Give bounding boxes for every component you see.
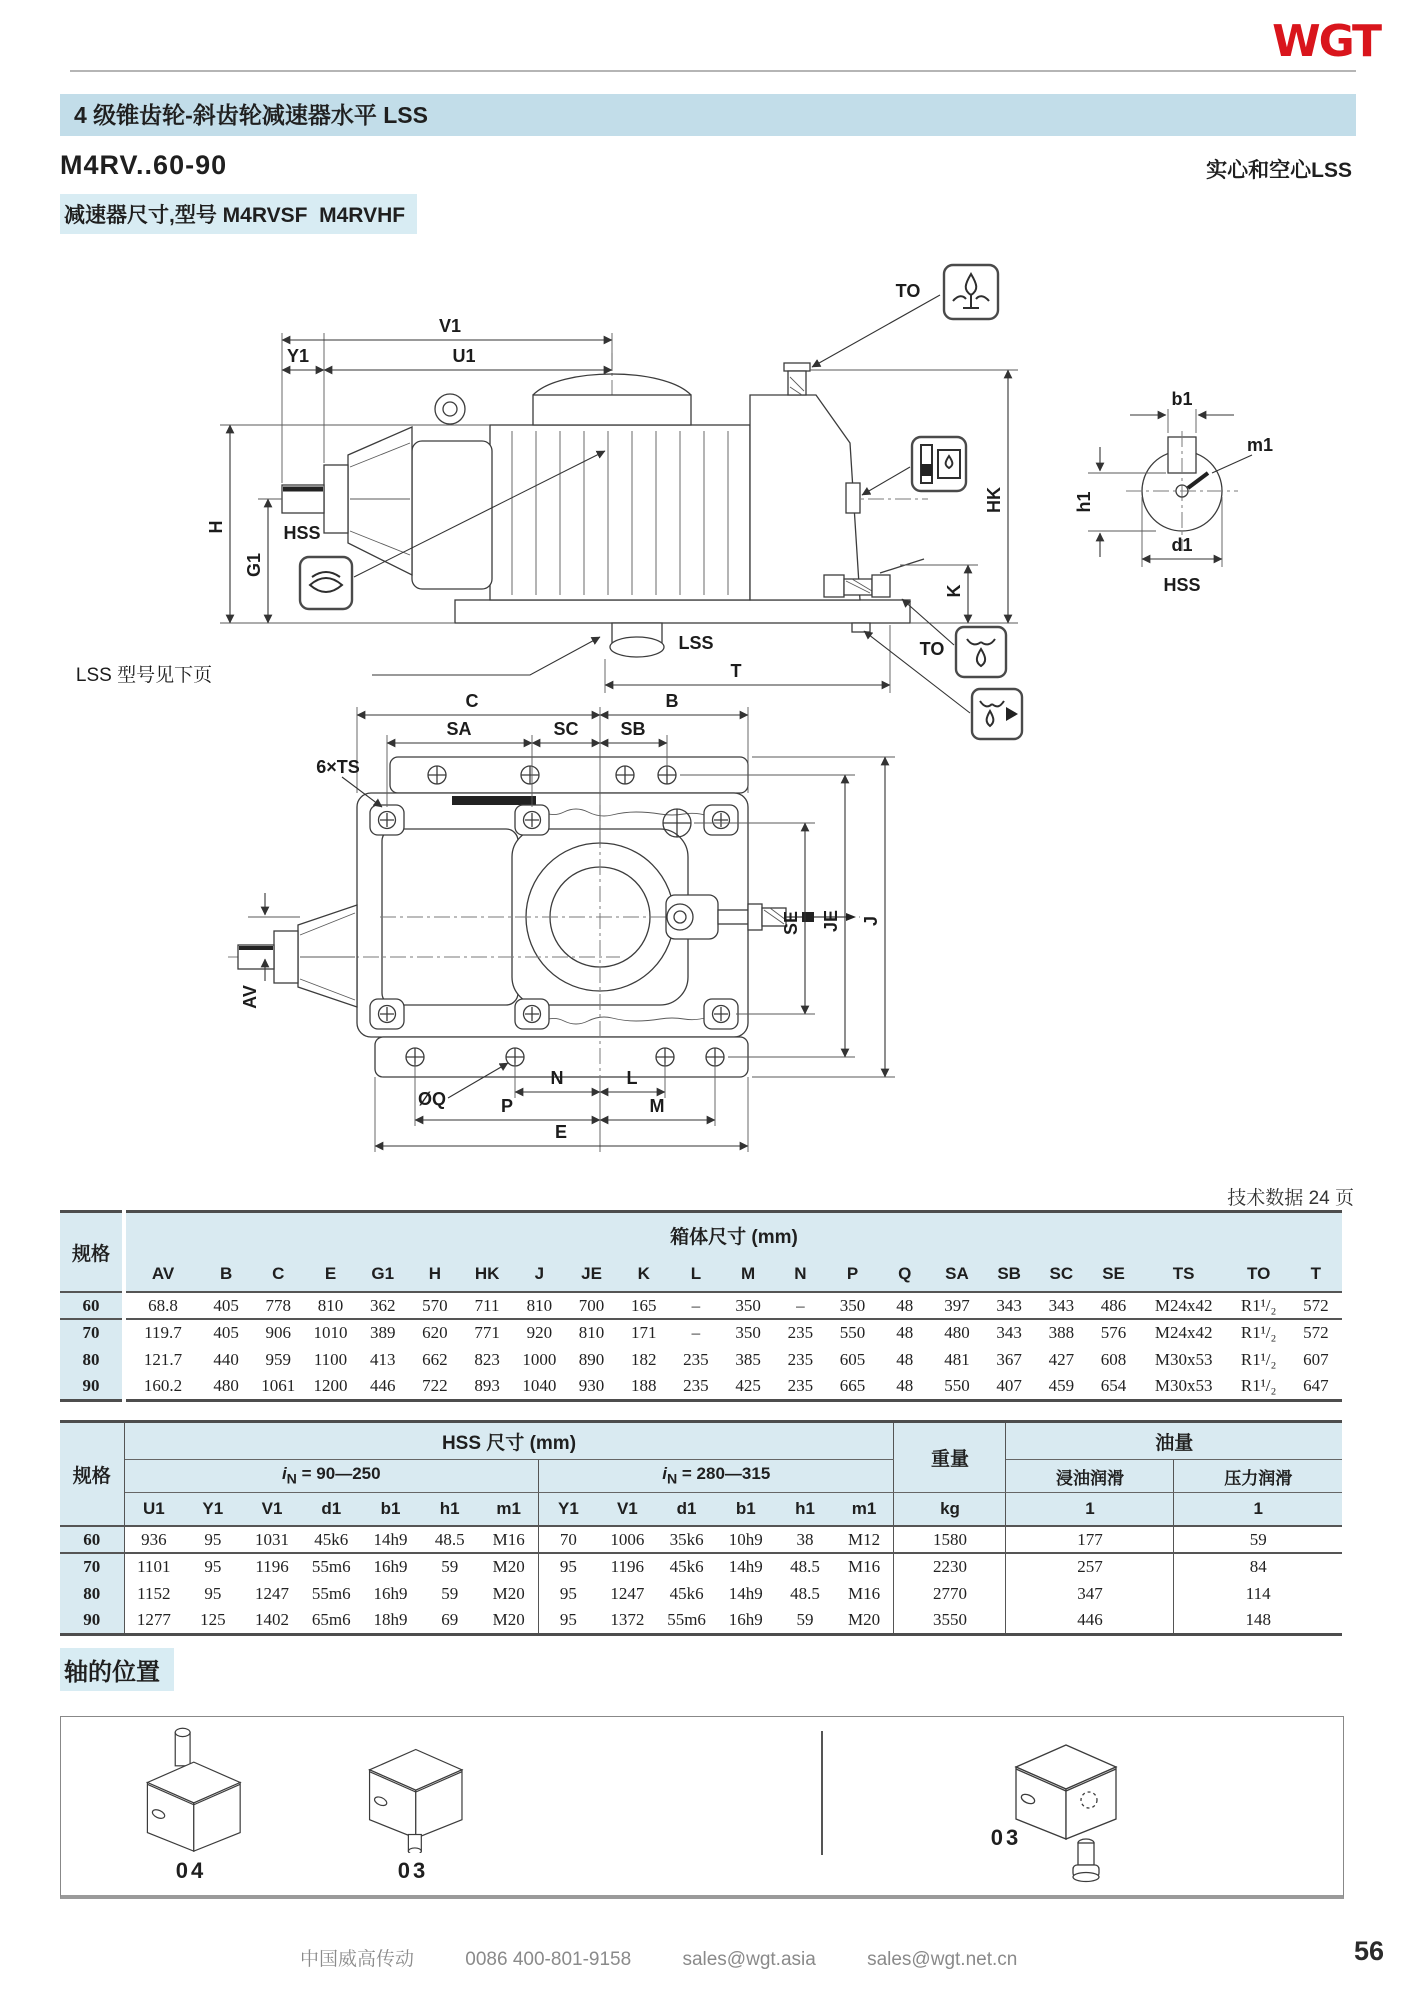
shaft-section bbox=[1074, 389, 1273, 595]
cell: 68.8 bbox=[124, 1292, 200, 1319]
dim-label-hk: HK bbox=[984, 487, 1004, 513]
cell: 607 bbox=[1303, 1349, 1329, 1369]
cell: 550 bbox=[839, 1323, 866, 1342]
oil-dip-header: 浸油润滑 bbox=[1006, 1460, 1174, 1493]
col-header: d1 bbox=[302, 1493, 361, 1527]
dim-label-b: B bbox=[665, 691, 679, 711]
cell: 1277 bbox=[136, 1609, 171, 1629]
col-header: K bbox=[618, 1257, 670, 1292]
shaft-position-box bbox=[60, 1716, 1344, 1899]
cell: R1¹/₂ bbox=[1240, 1323, 1277, 1342]
ratio-range-1: $i_N$ = 90—250 bbox=[124, 1460, 539, 1493]
cell: 407 bbox=[996, 1375, 1022, 1395]
cell: M20 bbox=[479, 1580, 538, 1607]
dim-label-d1: d1 bbox=[1171, 535, 1193, 555]
cell: 823 bbox=[474, 1349, 500, 1369]
cell: M20 bbox=[835, 1607, 894, 1634]
dim-label-h: H bbox=[206, 520, 226, 534]
col-header: SC bbox=[1035, 1257, 1087, 1292]
cell: R1¹/₂ bbox=[1240, 1349, 1277, 1369]
cell: 18h9 bbox=[373, 1609, 408, 1629]
top-view-outline bbox=[228, 757, 860, 1080]
cell: 1000 bbox=[522, 1349, 557, 1369]
cell: 362 bbox=[357, 1292, 409, 1319]
cell: 620 bbox=[422, 1323, 448, 1342]
label-hss-section: HSS bbox=[1163, 575, 1201, 595]
tech-data-note: 技术数据 24 页 bbox=[1227, 1188, 1354, 1209]
cell: 235 bbox=[683, 1349, 709, 1369]
label-to-top: TO bbox=[895, 281, 921, 301]
size-models-line: 减速器尺寸,型号 M4RVSF M4RVHF bbox=[60, 194, 417, 234]
cell: 576 bbox=[1100, 1323, 1127, 1342]
table-row bbox=[60, 1292, 1342, 1319]
cell: 55m6 bbox=[311, 1583, 351, 1603]
weight-cell: 3550 bbox=[894, 1607, 1006, 1634]
sight-glass-icon bbox=[300, 557, 352, 609]
cell: 1402 bbox=[255, 1609, 290, 1629]
housing-column-header-row bbox=[60, 1257, 1342, 1292]
cell: 188 bbox=[630, 1375, 657, 1395]
cell: 95 bbox=[204, 1583, 222, 1603]
cell: 385 bbox=[735, 1349, 761, 1369]
dim-label-t: T bbox=[730, 661, 742, 681]
shaft-position-label: 03 bbox=[990, 1825, 1022, 1850]
col-header: G1 bbox=[357, 1257, 409, 1292]
housing-table-head bbox=[60, 1212, 1342, 1293]
oil-dip-unit: 1 bbox=[1006, 1493, 1174, 1527]
cell: 35k6 bbox=[657, 1526, 716, 1553]
cell: 95 bbox=[559, 1557, 577, 1576]
cell: M16 bbox=[835, 1580, 894, 1607]
technical-drawing bbox=[60, 245, 1356, 1155]
cell: 95 bbox=[183, 1526, 242, 1553]
cell: 95 bbox=[204, 1557, 222, 1576]
housing-table-body bbox=[60, 1292, 1342, 1400]
col-header: JE bbox=[565, 1257, 617, 1292]
dim-label-sc: SC bbox=[553, 719, 579, 739]
cell: 1372 bbox=[610, 1609, 645, 1629]
col-header: V1 bbox=[598, 1493, 657, 1527]
col-header: Y1 bbox=[539, 1493, 598, 1527]
col-header: U1 bbox=[124, 1493, 183, 1527]
spec-cell: 70 bbox=[60, 1319, 124, 1346]
cell: 14h9 bbox=[728, 1583, 763, 1603]
cell: 55m6 bbox=[667, 1609, 706, 1629]
weight-cell: 2230 bbox=[894, 1553, 1006, 1580]
col-header: m1 bbox=[835, 1493, 894, 1527]
cell: 446 bbox=[369, 1375, 396, 1395]
cell: 16h9 bbox=[373, 1557, 408, 1576]
hss-table-wrap bbox=[60, 1420, 1342, 1636]
weight-cell: 2770 bbox=[894, 1580, 1006, 1607]
dim-label-b1: b1 bbox=[1171, 389, 1193, 409]
spec-cell: 80 bbox=[60, 1580, 124, 1607]
col-header: h1 bbox=[775, 1493, 834, 1527]
table-row bbox=[60, 1346, 1342, 1373]
footer-email-1: sales@wgt.asia bbox=[682, 1949, 816, 1970]
col-header: b1 bbox=[716, 1493, 775, 1527]
cell: 45k6 bbox=[669, 1557, 704, 1576]
cell: 662 bbox=[422, 1349, 448, 1369]
cell: 572 bbox=[1303, 1323, 1329, 1342]
cell: 654 bbox=[1100, 1375, 1127, 1395]
cell: 405 bbox=[200, 1292, 252, 1319]
dim-label-l: L bbox=[626, 1068, 638, 1088]
cell: 700 bbox=[565, 1292, 617, 1319]
cell: 711 bbox=[461, 1292, 513, 1319]
cell: 1247 bbox=[610, 1583, 645, 1603]
col-header: Y1 bbox=[183, 1493, 242, 1527]
variant-note: 实心和空心LSS bbox=[1206, 159, 1352, 182]
cell: 389 bbox=[369, 1323, 396, 1342]
cell: 397 bbox=[931, 1292, 983, 1319]
spec-cell: 90 bbox=[60, 1373, 124, 1400]
cell: 427 bbox=[1048, 1349, 1075, 1369]
shaft-position-04-drawing bbox=[116, 1725, 266, 1853]
cell: 235 bbox=[683, 1375, 709, 1395]
cell: 1196 bbox=[255, 1557, 289, 1576]
dim-label-sb: SB bbox=[620, 719, 646, 739]
cell: 95 bbox=[559, 1609, 577, 1629]
cell: M16 bbox=[479, 1526, 538, 1553]
cell: R1¹/₂ bbox=[1228, 1292, 1290, 1319]
col-header: d1 bbox=[657, 1493, 716, 1527]
oil-dip-cell: 177 bbox=[1006, 1526, 1174, 1553]
dim-label-av: AV bbox=[240, 985, 260, 1009]
cell: 906 bbox=[265, 1323, 292, 1342]
oil-press-unit: 1 bbox=[1174, 1493, 1342, 1527]
table-row bbox=[60, 1319, 1342, 1346]
cell: 235 bbox=[787, 1375, 814, 1395]
cell: 48 bbox=[896, 1375, 914, 1395]
table-row bbox=[60, 1580, 1342, 1607]
cell: 16h9 bbox=[728, 1609, 763, 1629]
cell: 810 bbox=[304, 1292, 356, 1319]
cell: 48.5 bbox=[790, 1583, 820, 1603]
footer-email-2: sales@wgt.net.cn bbox=[867, 1949, 1018, 1970]
col-header: TS bbox=[1140, 1257, 1228, 1292]
header-rule bbox=[70, 70, 1356, 72]
cell: 343 bbox=[996, 1323, 1022, 1342]
cell: 486 bbox=[1087, 1292, 1139, 1319]
col-header: C bbox=[252, 1257, 304, 1292]
col-header: P bbox=[826, 1257, 878, 1292]
cell: 171 bbox=[630, 1323, 657, 1342]
cell: 350 bbox=[826, 1292, 878, 1319]
cell: 38 bbox=[775, 1526, 834, 1553]
cell: 605 bbox=[839, 1349, 866, 1369]
cell: 350 bbox=[722, 1292, 774, 1319]
cell: 722 bbox=[422, 1375, 448, 1395]
cell: M24x42 bbox=[1140, 1292, 1228, 1319]
cell: 920 bbox=[526, 1323, 553, 1342]
spec-cell: 60 bbox=[60, 1526, 124, 1553]
cell: 959 bbox=[265, 1349, 292, 1369]
drain-icon bbox=[956, 627, 1006, 677]
cell: 778 bbox=[252, 1292, 304, 1319]
label-hss-side: HSS bbox=[283, 523, 321, 543]
cell: 1061 bbox=[261, 1375, 296, 1395]
cell: – bbox=[670, 1292, 722, 1319]
cell: 810 bbox=[513, 1292, 565, 1319]
shaft-position-03a-drawing bbox=[338, 1731, 488, 1853]
cell: – bbox=[691, 1323, 701, 1342]
dim-label-m1: m1 bbox=[1246, 435, 1274, 455]
cell: 459 bbox=[1048, 1375, 1075, 1395]
shaft-position-03b bbox=[981, 1727, 1151, 1888]
col-header: AV bbox=[124, 1257, 200, 1292]
col-header: SE bbox=[1087, 1257, 1139, 1292]
dim-label-p: P bbox=[500, 1096, 514, 1116]
cell: 1031 bbox=[242, 1526, 301, 1553]
footer-company: 中国威高传动 bbox=[300, 1949, 415, 1970]
cell: 480 bbox=[213, 1375, 239, 1395]
cell: 1200 bbox=[313, 1375, 348, 1395]
cell: 1152 bbox=[137, 1583, 171, 1603]
housing-table-title: 箱体尺寸 (mm) bbox=[124, 1212, 1342, 1258]
cell: 59 bbox=[441, 1557, 459, 1576]
table-row bbox=[60, 1553, 1342, 1580]
cell: 1040 bbox=[522, 1375, 557, 1395]
table-row bbox=[60, 1373, 1342, 1400]
dim-label-u1: U1 bbox=[452, 346, 476, 366]
cell: 95 bbox=[559, 1583, 577, 1603]
col-header: B bbox=[200, 1257, 252, 1292]
cell: 55m6 bbox=[311, 1557, 351, 1576]
cell: – bbox=[774, 1292, 826, 1319]
dim-label-j: J bbox=[861, 915, 881, 927]
dim-label-c: C bbox=[465, 691, 479, 711]
cell: 1010 bbox=[313, 1323, 348, 1342]
cell: 930 bbox=[578, 1375, 605, 1395]
spec-cell: 60 bbox=[60, 1292, 124, 1319]
oil-press-cell: 148 bbox=[1245, 1609, 1271, 1629]
cell: 70 bbox=[539, 1526, 598, 1553]
cell: 550 bbox=[944, 1375, 970, 1395]
cell: 121.7 bbox=[143, 1349, 183, 1369]
col-header: SB bbox=[983, 1257, 1035, 1292]
dim-label-y1: Y1 bbox=[286, 346, 310, 366]
spec-header: 规格 bbox=[60, 1422, 124, 1527]
shaft-position-03a bbox=[333, 1731, 493, 1884]
label-to-bottom: TO bbox=[919, 639, 945, 659]
cell: 890 bbox=[578, 1349, 605, 1369]
cell: 14h9 bbox=[728, 1557, 763, 1576]
col-header: L bbox=[670, 1257, 722, 1292]
hss-dimensions-table bbox=[60, 1420, 1342, 1636]
col-header: H bbox=[409, 1257, 461, 1292]
dim-label-g1: G1 bbox=[244, 552, 264, 578]
cell: M30x53 bbox=[1154, 1375, 1213, 1395]
cell: 665 bbox=[839, 1375, 866, 1395]
dim-label-e: E bbox=[554, 1122, 568, 1142]
cell: 936 bbox=[124, 1526, 183, 1553]
shaft-position-04 bbox=[111, 1725, 271, 1884]
shaft-position-label: 04 bbox=[175, 1858, 207, 1883]
shaft-position-divider bbox=[821, 1731, 823, 1855]
shaft-position-label: 03 bbox=[397, 1858, 429, 1883]
cell: 1101 bbox=[137, 1557, 171, 1576]
cell: 48 bbox=[896, 1323, 914, 1342]
dim-label-m: M bbox=[649, 1096, 665, 1116]
spec-cell: 80 bbox=[60, 1346, 124, 1373]
cell: 165 bbox=[618, 1292, 670, 1319]
dim-label-sa: SA bbox=[446, 719, 472, 739]
col-header: E bbox=[304, 1257, 356, 1292]
oil-dip-cell: 347 bbox=[1006, 1580, 1174, 1607]
col-header: SA bbox=[931, 1257, 983, 1292]
cell: 45k6 bbox=[669, 1583, 704, 1603]
cell: 48 bbox=[896, 1349, 914, 1369]
spec-cell: 70 bbox=[60, 1553, 124, 1580]
cell: M20 bbox=[479, 1607, 538, 1634]
dim-label-q: ØQ bbox=[417, 1089, 447, 1109]
lss-note: LSS 型号见下页 bbox=[75, 665, 213, 686]
spec-cell: 90 bbox=[60, 1607, 124, 1634]
oil-press-header: 压力润滑 bbox=[1174, 1460, 1342, 1493]
cell: 59 bbox=[796, 1609, 814, 1629]
shaft-position-title: 轴的位置 bbox=[60, 1648, 174, 1691]
section-title: 4 级锥齿轮-斜齿轮减速器水平 LSS bbox=[60, 94, 1356, 136]
cell: 350 bbox=[735, 1323, 761, 1342]
cell: 440 bbox=[213, 1349, 239, 1369]
cell: 48 bbox=[879, 1292, 931, 1319]
col-header: J bbox=[513, 1257, 565, 1292]
model-row bbox=[60, 150, 1356, 181]
footer-phone: 0086 400-801-9158 bbox=[465, 1949, 632, 1970]
table-row bbox=[60, 1526, 1342, 1553]
oil-press-cell: 84 bbox=[1249, 1557, 1267, 1576]
oil-dip-cell: 446 bbox=[1006, 1607, 1174, 1634]
cell: 119.7 bbox=[144, 1323, 182, 1342]
hss-table-title: HSS 尺寸 (mm) bbox=[124, 1422, 894, 1460]
cell: 413 bbox=[369, 1349, 396, 1369]
cell: 59 bbox=[441, 1583, 459, 1603]
wgt-logo: WGT bbox=[1272, 16, 1380, 67]
cell: 160.2 bbox=[143, 1375, 183, 1395]
cell: 1006 bbox=[598, 1526, 657, 1553]
weight-unit: kg bbox=[894, 1493, 1006, 1527]
cell: 367 bbox=[996, 1349, 1022, 1369]
oil-press-cell: 59 bbox=[1174, 1526, 1342, 1553]
page-footer bbox=[300, 1944, 1063, 1971]
col-header: Q bbox=[879, 1257, 931, 1292]
dim-label-je: JE bbox=[821, 909, 841, 933]
side-view-outline bbox=[274, 353, 928, 657]
col-header: HK bbox=[461, 1257, 513, 1292]
dim-label-h1: h1 bbox=[1074, 491, 1094, 513]
cell: 10h9 bbox=[716, 1526, 775, 1553]
cell: 48.5 bbox=[420, 1526, 479, 1553]
cell: 45k6 bbox=[302, 1526, 361, 1553]
cell: 343 bbox=[983, 1292, 1035, 1319]
cell: M30x53 bbox=[1154, 1349, 1213, 1369]
oil-dip-cell: 257 bbox=[1006, 1553, 1174, 1580]
shaft-position-03b-drawing bbox=[986, 1727, 1146, 1883]
lss-note-group bbox=[76, 637, 600, 686]
cell: 893 bbox=[474, 1375, 500, 1395]
label-lss: LSS bbox=[678, 633, 714, 653]
cell: 14h9 bbox=[361, 1526, 420, 1553]
page-number: 56 bbox=[1353, 1936, 1384, 1966]
model-range: M4RV..60-90 bbox=[60, 150, 228, 180]
cell: 16h9 bbox=[373, 1583, 408, 1603]
ratio-range-2: $i_N$ = 280—315 bbox=[539, 1460, 894, 1493]
cell: 1196 bbox=[610, 1557, 645, 1576]
cell: 771 bbox=[474, 1323, 500, 1342]
col-header: TO bbox=[1228, 1257, 1290, 1292]
cell: M12 bbox=[835, 1526, 894, 1553]
cell: 570 bbox=[409, 1292, 461, 1319]
col-header: b1 bbox=[361, 1493, 420, 1527]
hss-table-head bbox=[60, 1422, 1342, 1527]
cell: M16 bbox=[835, 1553, 894, 1580]
cell: 235 bbox=[787, 1349, 814, 1369]
cell: 65m6 bbox=[311, 1609, 351, 1629]
cell: 810 bbox=[578, 1323, 605, 1342]
col-header: m1 bbox=[479, 1493, 538, 1527]
cell: 182 bbox=[630, 1349, 657, 1369]
cell: 1100 bbox=[313, 1349, 348, 1369]
col-header: M bbox=[722, 1257, 774, 1292]
cell: 1247 bbox=[255, 1583, 290, 1603]
dim-label-se: SE bbox=[781, 910, 801, 936]
col-header: T bbox=[1290, 1257, 1342, 1292]
col-header: h1 bbox=[420, 1493, 479, 1527]
housing-table-wrap bbox=[60, 1210, 1342, 1402]
cell: 125 bbox=[200, 1609, 226, 1629]
cell: 235 bbox=[787, 1323, 814, 1342]
cell: 572 bbox=[1290, 1292, 1342, 1319]
cell: M24x42 bbox=[1154, 1323, 1213, 1342]
cell: 343 bbox=[1035, 1292, 1087, 1319]
oil-press-cell: 114 bbox=[1245, 1583, 1271, 1603]
dim-label-k: K bbox=[944, 584, 964, 598]
weight-header: 重量 bbox=[894, 1422, 1006, 1493]
cell: 425 bbox=[735, 1375, 761, 1395]
cell: 647 bbox=[1303, 1375, 1329, 1395]
cell: R1¹/₂ bbox=[1240, 1375, 1277, 1395]
housing-dimensions-table bbox=[60, 1210, 1342, 1402]
col-header: N bbox=[774, 1257, 826, 1292]
cell: 69 bbox=[441, 1609, 459, 1629]
table-row bbox=[60, 1607, 1342, 1634]
cell: 480 bbox=[944, 1323, 970, 1342]
hss-table-body bbox=[60, 1526, 1342, 1634]
dim-label-v1: V1 bbox=[438, 316, 462, 336]
col-header: V1 bbox=[242, 1493, 301, 1527]
cell: 481 bbox=[944, 1349, 970, 1369]
weight-cell: 1580 bbox=[894, 1526, 1006, 1553]
label-6xts: 6×TS bbox=[316, 757, 360, 777]
cell: 388 bbox=[1048, 1323, 1075, 1342]
spec-header: 规格 bbox=[60, 1212, 124, 1293]
cell: 405 bbox=[213, 1323, 239, 1342]
cell: 608 bbox=[1100, 1349, 1127, 1369]
cell: 48.5 bbox=[790, 1557, 820, 1576]
cell: M20 bbox=[479, 1553, 538, 1580]
oil-header: 油量 bbox=[1006, 1422, 1342, 1460]
dim-label-n: N bbox=[550, 1068, 564, 1088]
